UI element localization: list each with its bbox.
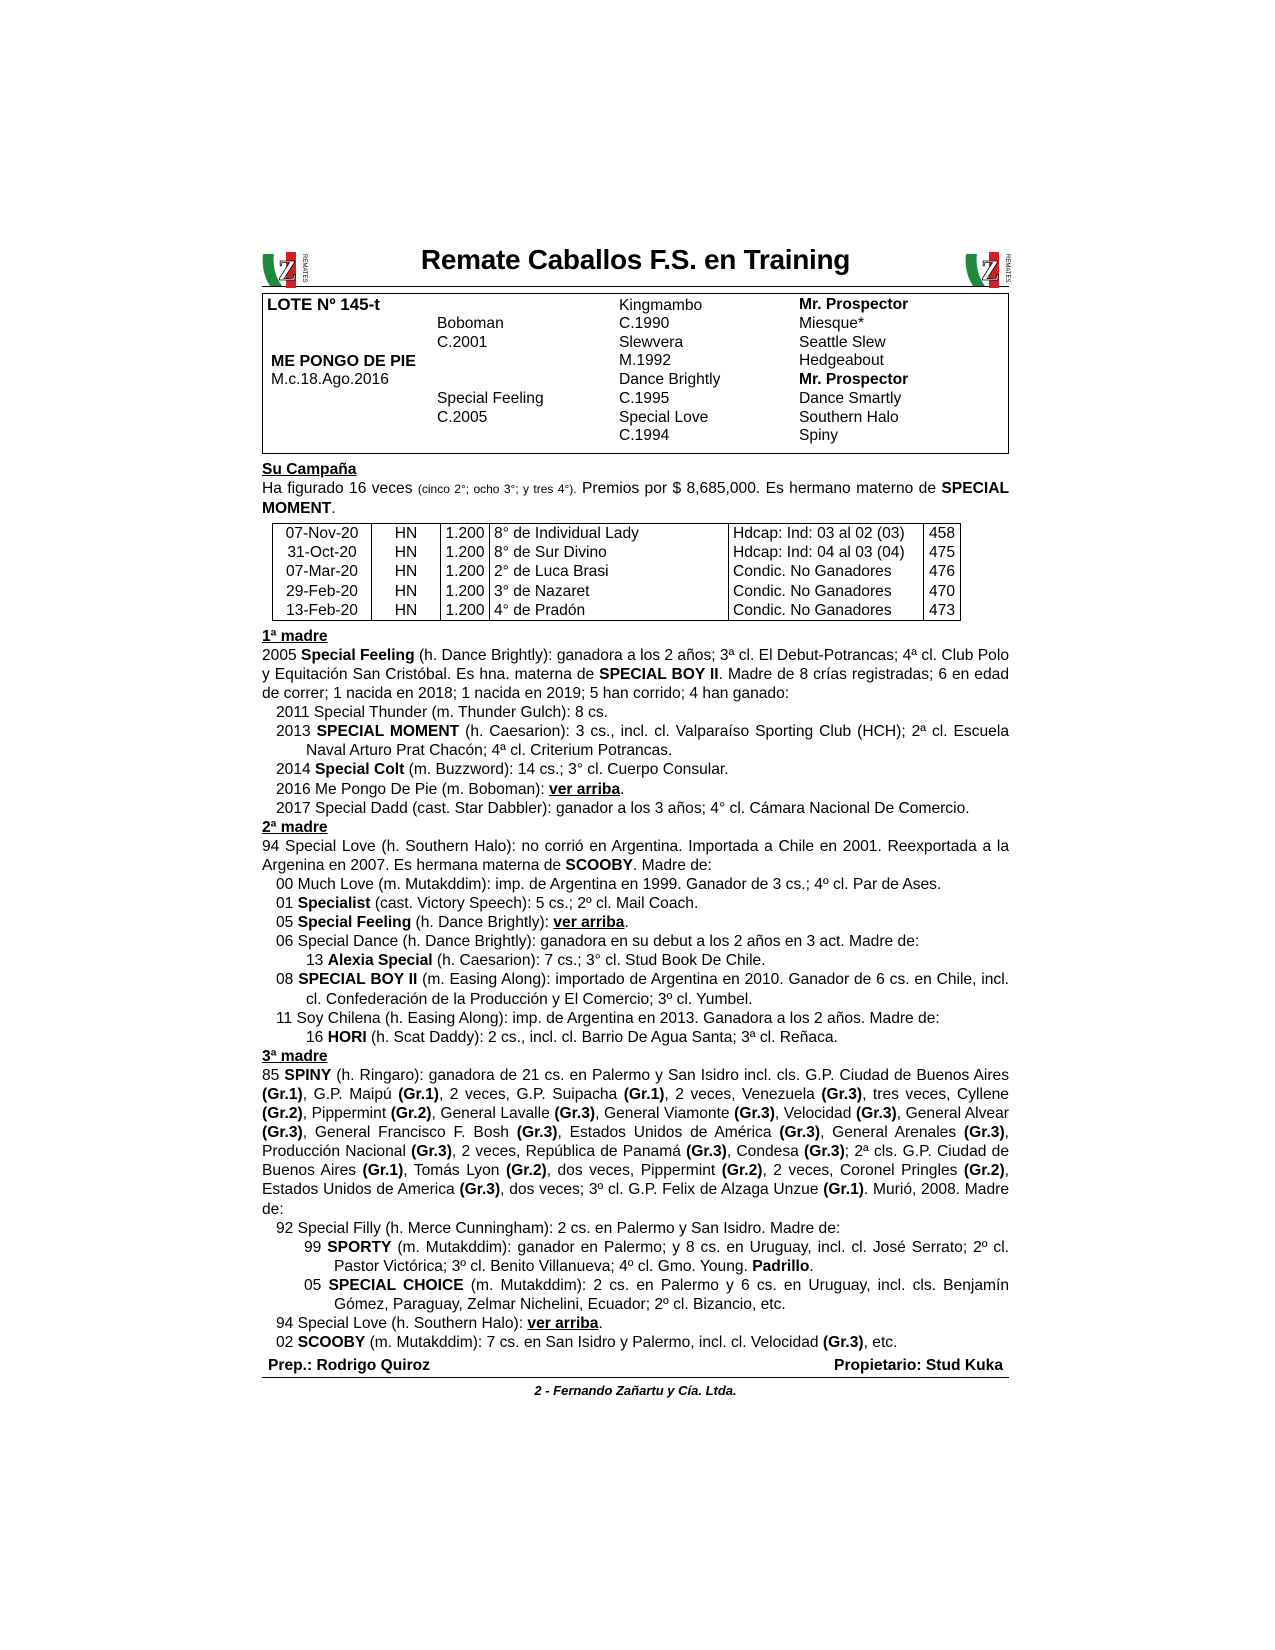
race-dist: 1.200	[441, 543, 490, 562]
trainer: Prep.: Rodrigo Quiroz	[268, 1357, 430, 1375]
list-item: 00 Much Love (m. Mutakddim): imp. de Argentina en 1999. Ganador de 3 cs.; 4º cl. Par de Ases.	[276, 875, 942, 893]
dam-year: C.2005	[437, 409, 488, 426]
madre3-paragraph: 85 SPINY (h. Ringaro): ganadora de 21 cs. en Palermo y San Isidro incl. cls. G.P. Ciudad de Buenos Aires (Gr.1), G.P. Maipú (Gr.1), 2 veces, G.P. Suipacha (Gr.1), 2 veces, Venezuela (Gr.3), tres veces, Cyllene (Gr.2), Pippermint (Gr.2), General Lavalle (Gr.3), General Viamonte (Gr.3), Velocidad (Gr.3), General Alvear (Gr.3), General Francisco F. Bosh (Gr.3), Estados Unidos de América (Gr.3), General Arenales (Gr.3), Producción Nacional (Gr.3), 2 veces, República de Panamá (Gr.3), Condesa (Gr.3); 2ª cls. G.P. Ciudad de Buenos Aires (Gr.1), Tomás Lyon (Gr.2), dos veces, Pippermint (Gr.2), 2 veces, Coronel Pringles (Gr.2), Estados Unidos de America (Gr.3), dos veces; 3º cl. G.P. Felix de Alzaga Unzue (Gr.1). Murió, 2008. Madre de:	[262, 1066, 1010, 1218]
granddam-2: Special Love	[619, 409, 709, 426]
race-date: 07-Nov-20	[273, 524, 372, 544]
ggp-2: Miesque*	[799, 315, 865, 332]
campaign-text: Ha figurado 16 veces (cinco 2°; ocho 3°; y tres 4°). Premios por $ 8,685,000. Es hermano materno de SPECIAL MOMENT.	[262, 480, 1009, 518]
race-track: HN	[372, 543, 441, 562]
list-item: 2017 Special Dadd (cast. Star Dabbler): ganador a los 3 años; 4° cl. Cámara Nacional De Comercio.	[276, 799, 970, 817]
race-cond: Hdcap: Ind: 03 al 02 (03)	[729, 524, 924, 544]
list-item: 11 Soy Chilena (h. Easing Along): imp. de Argentina en 2013. Ganadora a los 2 años. Madre de:	[276, 1009, 940, 1027]
table-row	[273, 562, 961, 581]
page-header	[262, 236, 1009, 287]
svg-text:REMATES: REMATES	[301, 254, 307, 283]
race-date: 29-Feb-20	[273, 582, 372, 601]
ggp-8: Spiny	[799, 427, 839, 444]
race-cond: Condic. No Ganadores	[729, 562, 924, 581]
table-row	[273, 601, 961, 621]
race-dist: 1.200	[441, 582, 490, 601]
madre3-title: 3ª madre	[262, 1047, 328, 1065]
granddam-1-year: M.1992	[619, 352, 672, 369]
table-row	[273, 524, 961, 544]
list-item: 2013 SPECIAL MOMENT (h. Caesarion): 3 cs., incl. cl. Valparaíso Sporting Club (HCH); 2ª cl. Escuela Naval Arturo Prat Chacón; 4ª cl. Criterium Potrancas.	[276, 723, 1009, 760]
granddam-1: Slewvera	[619, 334, 684, 351]
ggp-3: Seattle Slew	[799, 334, 886, 351]
race-weight: 475	[924, 543, 961, 562]
list-item: 16 HORI (h. Scat Daddy): 2 cs., incl. cl. Barrio De Agua Santa; 3ª cl. Reñaca.	[306, 1028, 838, 1046]
race-cond: Condic. No Ganadores	[729, 582, 924, 601]
ggp-1: Mr. Prospector	[799, 296, 909, 313]
document-page	[262, 236, 1009, 1401]
race-dist: 1.200	[441, 524, 490, 544]
race-date: 13-Feb-20	[273, 601, 372, 621]
race-result: 8° de Sur Divino	[490, 543, 729, 562]
table-row	[273, 582, 961, 601]
horse-name: ME PONGO DE PIE	[271, 353, 416, 370]
page-credit: 2 - Fernando Zañartu y Cía. Ltda.	[534, 1383, 737, 1399]
madre2-section	[262, 818, 1009, 1047]
list-item: 13 Alexia Special (h. Caesarion): 7 cs.; 3° cl. Stud Book De Chile.	[306, 952, 766, 970]
list-item: 99 SPORTY (m. Mutakddim): ganador en Palermo; y 8 cs. en Uruguay, incl. cl. José Serrato; 2º cl. Pastor Victórica; 3º cl. Benito Villanueva; 4º cl. Gmo. Young. Padrillo.	[304, 1238, 1009, 1275]
grandsire-1: Kingmambo	[619, 297, 703, 314]
list-item: 05 Special Feeling (h. Dance Brightly): ver arriba.	[276, 914, 629, 932]
owner: Propietario: Stud Kuka	[834, 1357, 1003, 1375]
granddam-2-year: C.1994	[619, 427, 670, 444]
list-item: 05 SPECIAL CHOICE (m. Mutakddim): 2 cs. en Palermo y 6 cs. en Uruguay, incl. cls. Benjamín Gómez, Paraguay, Zelmar Nichelini, Ecuador; 2º cl. Bizancio, etc.	[304, 1276, 1009, 1314]
race-weight: 473	[924, 601, 961, 621]
campaign-section	[262, 460, 1009, 518]
list-item: 01 Specialist (cast. Victory Speech): 5 cs.; 2º cl. Mail Coach.	[276, 895, 699, 913]
svg-text:REMATES: REMATES	[1004, 254, 1010, 283]
madre1-title: 1ª madre	[262, 627, 328, 645]
race-dist: 1.200	[441, 601, 490, 621]
race-result: 3° de Nazaret	[490, 582, 729, 601]
race-weight: 476	[924, 562, 961, 581]
grandsire-2: Dance Brightly	[619, 371, 721, 388]
page-title: Remate Caballos F.S. en Training	[420, 244, 851, 275]
race-dist: 1.200	[441, 562, 490, 581]
race-weight: 470	[924, 582, 961, 601]
race-track: HN	[372, 562, 441, 581]
madre1-section	[262, 627, 1009, 818]
race-date: 07-Mar-20	[273, 562, 372, 581]
remates-logo-right	[963, 246, 1015, 290]
race-cond: Hdcap: Ind: 04 al 03 (04)	[729, 543, 924, 562]
pedigree-box	[262, 293, 1009, 454]
list-item: 94 Special Love (h. Southern Halo): ver arriba.	[276, 1315, 603, 1333]
ggp-6: Dance Smartly	[799, 390, 902, 407]
dam: Special Feeling	[437, 390, 544, 407]
table-row	[273, 543, 961, 562]
svg-text:Z: Z	[981, 256, 1000, 287]
horse-birth: M.c.18.Ago.2016	[271, 371, 389, 388]
madre2-paragraph: 94 Special Love (h. Southern Halo): no corrió en Argentina. Importada a Chile en 2001. Reexportada a la Argenina en 2007. Es hermana materna de SCOOBY. Madre de:	[262, 837, 1009, 874]
list-item: 2016 Me Pongo De Pie (m. Boboman): ver arriba.	[276, 780, 625, 798]
madre1-paragraph: 2005 Special Feeling (h. Dance Brightly): ganadora a los 2 años; 3ª cl. El Debut-Potrancas; 4ª cl. Club Polo y Equitación San Cristóbal. Es hna. materna de SPECIAL BOY II. Madre de 8 crías registradas; 6 en edad de correr; 1 nacida en 2018; 1 nacida en 2019; 5 han corrido; 4 han ganado:	[262, 646, 1009, 703]
list-item: 2014 Special Colt (m. Buzzword): 14 cs.; 3° cl. Cuerpo Consular.	[276, 761, 729, 779]
race-track: HN	[372, 524, 441, 544]
svg-text:Z: Z	[278, 256, 297, 287]
ggp-4: Hedgeabout	[799, 352, 884, 369]
grandsire-1-year: C.1990	[619, 315, 670, 332]
list-item: 02 SCOOBY (m. Mutakddim): 7 cs. en San Isidro y Palermo, incl. cl. Velocidad (Gr.3), etc.	[276, 1334, 898, 1352]
ggp-5: Mr. Prospector	[799, 371, 909, 388]
race-result: 8° de Individual Lady	[490, 524, 729, 544]
race-date: 31-Oct-20	[273, 543, 372, 562]
sire-year: C.2001	[437, 334, 488, 351]
race-weight: 458	[924, 524, 961, 544]
ggp-7: Southern Halo	[799, 409, 899, 426]
grandsire-2-year: C.1995	[619, 390, 670, 407]
race-result: 4° de Pradón	[490, 601, 729, 621]
race-result: 2° de Luca Brasi	[490, 562, 729, 581]
madre3-section	[262, 1047, 1009, 1353]
races-table	[272, 523, 961, 620]
campaign-title: Su Campaña	[262, 461, 357, 478]
race-cond: Condic. No Ganadores	[729, 601, 924, 621]
race-track: HN	[372, 582, 441, 601]
sire: Boboman	[437, 315, 504, 332]
list-item: 06 Special Dance (h. Dance Brightly): ganadora en su debut a los 2 años en 3 act. Madre de:	[276, 933, 920, 951]
footer-line	[262, 1352, 1009, 1378]
list-item: 08 SPECIAL BOY II (m. Easing Along): importado de Argentina en 2010. Ganador de 6 cs. en Chile, incl. cl. Confederación de la Producción y El Comercio; 3º cl. Yumbel.	[276, 971, 1009, 1008]
race-track: HN	[372, 601, 441, 621]
lot-number: LOTE Nº 145-t	[267, 295, 380, 314]
list-item: 92 Special Filly (h. Merce Cunningham): 2 cs. en Palermo y San Isidro. Madre de:	[276, 1219, 841, 1237]
list-item: 2011 Special Thunder (m. Thunder Gulch): 8 cs.	[276, 704, 608, 722]
madre2-title: 2ª madre	[262, 818, 328, 836]
